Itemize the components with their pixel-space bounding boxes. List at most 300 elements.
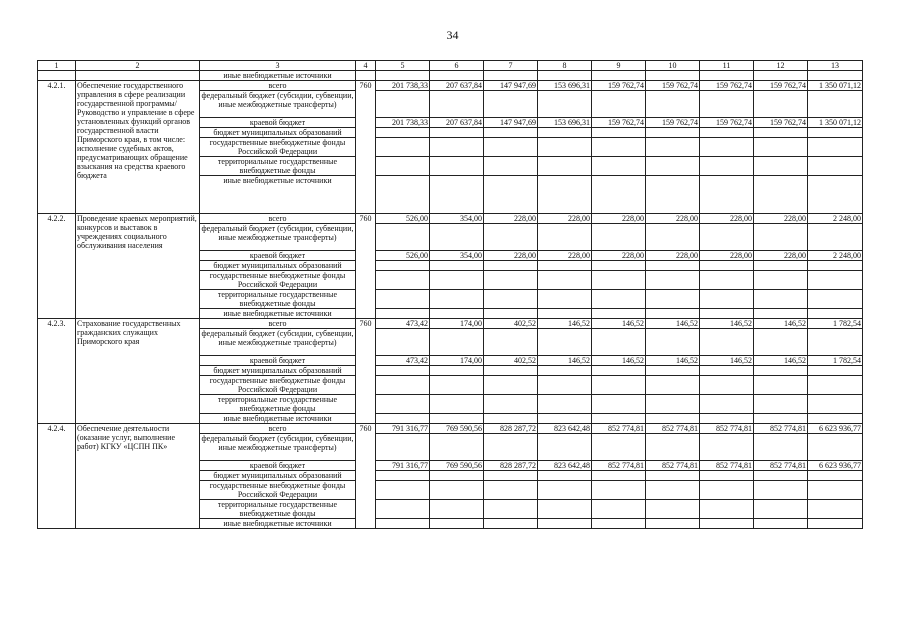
source-cell: федеральный бюджет (субсидии, субвенции, иные межбюджетные трансферты): [200, 91, 356, 118]
column-header: 7: [484, 61, 538, 71]
value-cell: [484, 71, 538, 81]
value-cell: [484, 471, 538, 481]
value-cell: [754, 91, 808, 118]
value-cell: [592, 138, 646, 157]
column-header: 5: [376, 61, 430, 71]
column-header: 4: [356, 61, 376, 71]
value-cell: [808, 519, 863, 529]
value-cell: [538, 71, 592, 81]
source-cell: федеральный бюджет (субсидии, субвенции, иные межбюджетные трансферты): [200, 434, 356, 461]
value-cell: 828 287,72: [484, 424, 538, 434]
value-cell: [538, 157, 592, 176]
value-cell: 852 774,81: [700, 461, 754, 471]
value-cell: 791 316,77: [376, 461, 430, 471]
value-cell: [754, 395, 808, 414]
value-cell: [484, 395, 538, 414]
value-cell: [484, 290, 538, 309]
value-cell: 828 287,72: [484, 461, 538, 471]
source-cell: иные внебюджетные источники: [200, 414, 356, 424]
unit-cell: 760: [356, 81, 376, 214]
value-cell: 526,00: [376, 214, 430, 224]
value-cell: 146,52: [646, 319, 700, 329]
value-cell: 1 350 071,12: [808, 81, 863, 91]
value-cell: [592, 434, 646, 461]
value-cell: [592, 176, 646, 214]
value-cell: [538, 481, 592, 500]
value-cell: 159 762,74: [754, 118, 808, 128]
value-cell: [646, 157, 700, 176]
value-cell: [700, 138, 754, 157]
value-cell: [646, 71, 700, 81]
value-cell: [754, 376, 808, 395]
value-cell: [484, 500, 538, 519]
value-cell: [376, 290, 430, 309]
value-cell: [430, 71, 484, 81]
value-cell: 146,52: [754, 356, 808, 366]
source-cell: федеральный бюджет (субсидии, субвенции, иные межбюджетные трансферты): [200, 224, 356, 251]
value-cell: 228,00: [484, 251, 538, 261]
value-cell: 852 774,81: [646, 424, 700, 434]
value-cell: [808, 395, 863, 414]
value-cell: [700, 329, 754, 356]
value-cell: 228,00: [538, 214, 592, 224]
value-cell: 526,00: [376, 251, 430, 261]
value-cell: 201 738,33: [376, 118, 430, 128]
value-cell: [700, 519, 754, 529]
value-cell: 159 762,74: [700, 81, 754, 91]
value-cell: [700, 71, 754, 81]
source-cell: государственные внебюджетные фонды Российской Федерации: [200, 271, 356, 290]
source-cell: территориальные государственные внебюджетные фонды: [200, 290, 356, 309]
value-cell: [376, 176, 430, 214]
value-cell: [646, 471, 700, 481]
code-cell: [38, 71, 76, 81]
value-cell: 6 623 936,77: [808, 461, 863, 471]
source-cell: иные внебюджетные источники: [200, 71, 356, 81]
value-cell: [808, 71, 863, 81]
value-cell: 147 947,69: [484, 81, 538, 91]
value-cell: 473,42: [376, 319, 430, 329]
value-cell: [430, 414, 484, 424]
value-cell: 159 762,74: [646, 81, 700, 91]
source-cell: краевой бюджет: [200, 356, 356, 366]
value-cell: 146,52: [754, 319, 808, 329]
value-cell: [376, 434, 430, 461]
value-cell: [646, 91, 700, 118]
value-cell: [646, 128, 700, 138]
value-cell: 159 762,74: [646, 118, 700, 128]
value-cell: 159 762,74: [592, 81, 646, 91]
value-cell: [808, 128, 863, 138]
value-cell: [808, 434, 863, 461]
value-cell: 207 637,84: [430, 81, 484, 91]
value-cell: 159 762,74: [700, 118, 754, 128]
value-cell: [430, 157, 484, 176]
value-cell: 228,00: [538, 251, 592, 261]
value-cell: [376, 157, 430, 176]
value-cell: [484, 376, 538, 395]
value-cell: 852 774,81: [700, 424, 754, 434]
value-cell: [808, 157, 863, 176]
code-cell: 4.2.4.: [38, 424, 76, 529]
name-cell: Обеспечение государственного управления в сфере реализации государственной программы/ Руководство и управление в сфере установленных функций органов государственной власти Приморского края, в том числе: исполнение судебных актов, предусматривающих обращение взыскания на средства краевого бюджета: [76, 81, 200, 214]
table-body: [38, 61, 863, 529]
carryover-row: [38, 71, 863, 81]
value-cell: [484, 224, 538, 251]
value-cell: [700, 376, 754, 395]
value-cell: [430, 138, 484, 157]
value-cell: [484, 128, 538, 138]
value-cell: 201 738,33: [376, 81, 430, 91]
value-cell: [700, 176, 754, 214]
value-cell: [430, 290, 484, 309]
value-cell: [808, 481, 863, 500]
column-header: 2: [76, 61, 200, 71]
value-cell: [484, 309, 538, 319]
value-cell: [538, 309, 592, 319]
value-cell: [646, 519, 700, 529]
value-cell: [700, 224, 754, 251]
value-cell: [646, 376, 700, 395]
source-cell: краевой бюджет: [200, 251, 356, 261]
value-cell: 852 774,81: [754, 461, 808, 471]
value-cell: [808, 176, 863, 214]
column-header: 12: [754, 61, 808, 71]
value-cell: [484, 519, 538, 529]
value-cell: [376, 395, 430, 414]
value-cell: [376, 91, 430, 118]
header-row: [38, 61, 863, 71]
value-cell: 2 248,00: [808, 214, 863, 224]
value-cell: [538, 128, 592, 138]
value-cell: [700, 395, 754, 414]
value-cell: [646, 366, 700, 376]
value-cell: [430, 128, 484, 138]
value-cell: 228,00: [700, 214, 754, 224]
value-cell: [376, 224, 430, 251]
value-cell: [700, 309, 754, 319]
table-row: [38, 81, 863, 91]
value-cell: [592, 224, 646, 251]
value-cell: 146,52: [700, 356, 754, 366]
code-cell: 4.2.1.: [38, 81, 76, 214]
value-cell: [700, 414, 754, 424]
value-cell: 159 762,74: [754, 81, 808, 91]
source-cell: бюджет муниципальных образований: [200, 261, 356, 271]
source-cell: государственные внебюджетные фонды Российской Федерации: [200, 376, 356, 395]
source-cell: бюджет муниципальных образований: [200, 366, 356, 376]
value-cell: 852 774,81: [754, 424, 808, 434]
source-cell: бюджет муниципальных образований: [200, 128, 356, 138]
value-cell: 852 774,81: [592, 461, 646, 471]
value-cell: [592, 414, 646, 424]
value-cell: [376, 138, 430, 157]
value-cell: [484, 176, 538, 214]
value-cell: [592, 500, 646, 519]
value-cell: [376, 71, 430, 81]
value-cell: [430, 519, 484, 529]
value-cell: [808, 500, 863, 519]
value-cell: [754, 414, 808, 424]
value-cell: [538, 176, 592, 214]
value-cell: [808, 91, 863, 118]
table-row: [38, 424, 863, 434]
value-cell: [376, 128, 430, 138]
column-header: 8: [538, 61, 592, 71]
value-cell: 354,00: [430, 251, 484, 261]
value-cell: 146,52: [700, 319, 754, 329]
value-cell: [646, 414, 700, 424]
value-cell: [754, 261, 808, 271]
value-cell: [592, 290, 646, 309]
value-cell: [754, 224, 808, 251]
value-cell: [538, 434, 592, 461]
source-cell: территориальные государственные внебюджетные фонды: [200, 157, 356, 176]
value-cell: [700, 366, 754, 376]
column-header: 9: [592, 61, 646, 71]
value-cell: [754, 519, 808, 529]
value-cell: [592, 481, 646, 500]
page-number: 34: [446, 28, 459, 42]
value-cell: [592, 309, 646, 319]
value-cell: [592, 271, 646, 290]
value-cell: [646, 176, 700, 214]
name-cell: Страхование государственных гражданских служащих Приморского края: [76, 319, 200, 424]
value-cell: [592, 91, 646, 118]
value-cell: 791 316,77: [376, 424, 430, 434]
value-cell: [754, 290, 808, 309]
value-cell: [754, 434, 808, 461]
value-cell: [808, 376, 863, 395]
value-cell: [430, 366, 484, 376]
value-cell: [430, 376, 484, 395]
value-cell: [376, 271, 430, 290]
value-cell: 153 696,31: [538, 81, 592, 91]
value-cell: [376, 376, 430, 395]
value-cell: [538, 138, 592, 157]
value-cell: [430, 500, 484, 519]
source-cell: бюджет муниципальных образований: [200, 471, 356, 481]
value-cell: [538, 376, 592, 395]
value-cell: 228,00: [700, 251, 754, 261]
value-cell: [430, 471, 484, 481]
value-cell: 823 642,48: [538, 424, 592, 434]
value-cell: [592, 519, 646, 529]
value-cell: [808, 471, 863, 481]
value-cell: [754, 176, 808, 214]
column-header: 3: [200, 61, 356, 71]
name-cell: Обеспечение деятельности (оказание услуг, выполнение работ) КГКУ «ЦСПН ПК»: [76, 424, 200, 529]
value-cell: [430, 91, 484, 118]
value-cell: [592, 157, 646, 176]
column-header: 13: [808, 61, 863, 71]
value-cell: [646, 481, 700, 500]
value-cell: [430, 271, 484, 290]
value-cell: [376, 414, 430, 424]
value-cell: [754, 128, 808, 138]
value-cell: [484, 138, 538, 157]
source-cell: государственные внебюджетные фонды Российской Федерации: [200, 481, 356, 500]
value-cell: [430, 434, 484, 461]
value-cell: [808, 261, 863, 271]
value-cell: 852 774,81: [592, 424, 646, 434]
value-cell: [538, 366, 592, 376]
value-cell: 1 782,54: [808, 319, 863, 329]
value-cell: [592, 366, 646, 376]
value-cell: [808, 366, 863, 376]
value-cell: [646, 261, 700, 271]
value-cell: [376, 309, 430, 319]
value-cell: [646, 290, 700, 309]
value-cell: 769 590,56: [430, 461, 484, 471]
source-cell: иные внебюджетные источники: [200, 176, 356, 214]
value-cell: [700, 500, 754, 519]
value-cell: [808, 414, 863, 424]
value-cell: 823 642,48: [538, 461, 592, 471]
value-cell: [646, 138, 700, 157]
value-cell: [700, 434, 754, 461]
value-cell: [592, 329, 646, 356]
value-cell: [700, 471, 754, 481]
value-cell: [376, 519, 430, 529]
value-cell: [754, 366, 808, 376]
value-cell: [430, 329, 484, 356]
value-cell: 228,00: [592, 214, 646, 224]
column-header: 10: [646, 61, 700, 71]
value-cell: [484, 329, 538, 356]
value-cell: [538, 471, 592, 481]
value-cell: 147 947,69: [484, 118, 538, 128]
value-cell: [592, 471, 646, 481]
name-cell: Проведение краевых мероприятий, конкурсов и выставок в учреждениях социального обслуживания населения: [76, 214, 200, 319]
column-header: 11: [700, 61, 754, 71]
value-cell: [646, 329, 700, 356]
value-cell: [538, 395, 592, 414]
value-cell: [754, 157, 808, 176]
value-cell: 228,00: [646, 214, 700, 224]
value-cell: [700, 128, 754, 138]
value-cell: 228,00: [592, 251, 646, 261]
value-cell: [538, 91, 592, 118]
value-cell: [356, 71, 376, 81]
value-cell: [484, 366, 538, 376]
value-cell: [754, 271, 808, 290]
value-cell: [754, 309, 808, 319]
value-cell: [808, 329, 863, 356]
value-cell: 146,52: [538, 319, 592, 329]
value-cell: 473,42: [376, 356, 430, 366]
value-cell: [808, 271, 863, 290]
value-cell: 1 782,54: [808, 356, 863, 366]
value-cell: 159 762,74: [592, 118, 646, 128]
value-cell: [700, 91, 754, 118]
value-cell: [808, 309, 863, 319]
value-cell: [430, 176, 484, 214]
unit-cell: 760: [356, 319, 376, 424]
value-cell: [592, 71, 646, 81]
value-cell: [538, 414, 592, 424]
value-cell: [376, 366, 430, 376]
source-cell: территориальные государственные внебюджетные фонды: [200, 395, 356, 414]
value-cell: 228,00: [646, 251, 700, 261]
value-cell: [646, 309, 700, 319]
value-cell: [592, 376, 646, 395]
value-cell: 2 248,00: [808, 251, 863, 261]
value-cell: [538, 261, 592, 271]
source-cell: иные внебюджетные источники: [200, 309, 356, 319]
value-cell: 228,00: [754, 251, 808, 261]
value-cell: [538, 519, 592, 529]
value-cell: [754, 329, 808, 356]
value-cell: [754, 471, 808, 481]
value-cell: 153 696,31: [538, 118, 592, 128]
code-cell: 4.2.3.: [38, 319, 76, 424]
value-cell: [484, 434, 538, 461]
value-cell: 228,00: [484, 214, 538, 224]
source-cell: всего: [200, 424, 356, 434]
value-cell: [430, 395, 484, 414]
value-cell: [592, 128, 646, 138]
column-header: 1: [38, 61, 76, 71]
table-row: [38, 319, 863, 329]
column-header: 6: [430, 61, 484, 71]
value-cell: [430, 224, 484, 251]
value-cell: [484, 261, 538, 271]
value-cell: [646, 271, 700, 290]
value-cell: [808, 138, 863, 157]
value-cell: [538, 224, 592, 251]
value-cell: [592, 261, 646, 271]
value-cell: [538, 329, 592, 356]
value-cell: [538, 500, 592, 519]
value-cell: 852 774,81: [646, 461, 700, 471]
value-cell: [376, 500, 430, 519]
source-cell: федеральный бюджет (субсидии, субвенции, иные межбюджетные трансферты): [200, 329, 356, 356]
value-cell: 6 623 936,77: [808, 424, 863, 434]
source-cell: территориальные государственные внебюджетные фонды: [200, 500, 356, 519]
value-cell: [754, 481, 808, 500]
table-row: [38, 214, 863, 224]
value-cell: [808, 290, 863, 309]
value-cell: [646, 224, 700, 251]
value-cell: [700, 261, 754, 271]
value-cell: [484, 157, 538, 176]
value-cell: [484, 271, 538, 290]
value-cell: 228,00: [754, 214, 808, 224]
unit-cell: 760: [356, 424, 376, 529]
value-cell: [700, 271, 754, 290]
value-cell: [700, 481, 754, 500]
value-cell: [754, 71, 808, 81]
source-cell: государственные внебюджетные фонды Российской Федерации: [200, 138, 356, 157]
source-cell: краевой бюджет: [200, 118, 356, 128]
value-cell: 174,00: [430, 319, 484, 329]
value-cell: [376, 261, 430, 271]
value-cell: 146,52: [646, 356, 700, 366]
value-cell: 146,52: [592, 356, 646, 366]
value-cell: [646, 434, 700, 461]
value-cell: [376, 329, 430, 356]
source-cell: иные внебюджетные источники: [200, 519, 356, 529]
value-cell: 146,52: [592, 319, 646, 329]
source-cell: краевой бюджет: [200, 461, 356, 471]
value-cell: [430, 481, 484, 500]
code-cell: 4.2.2.: [38, 214, 76, 319]
value-cell: 769 590,56: [430, 424, 484, 434]
value-cell: [484, 91, 538, 118]
value-cell: [700, 290, 754, 309]
value-cell: [646, 500, 700, 519]
